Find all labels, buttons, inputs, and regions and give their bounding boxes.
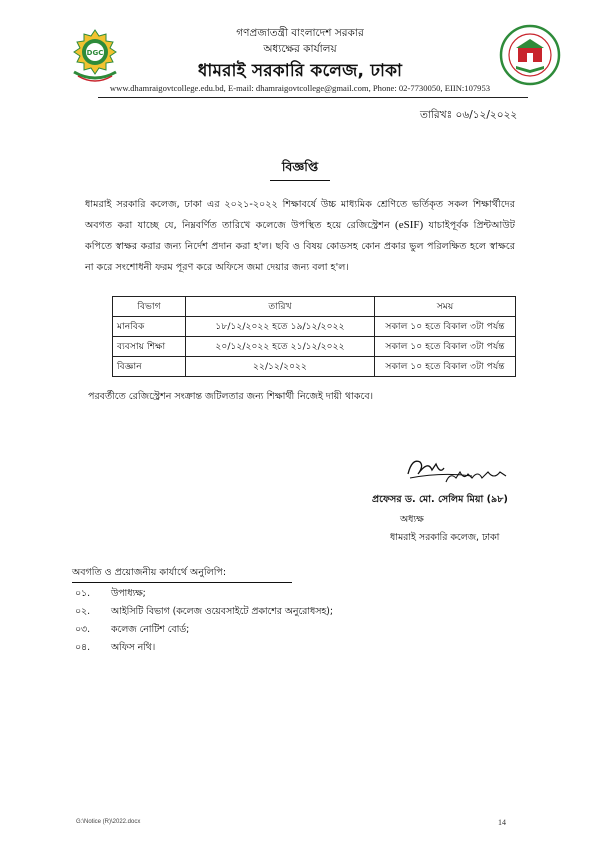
body-start: ধামরাই সরকারি কলেজ, ঢাকা এর ২০২১-২০২২ শিক্ষাবর্ষে উচ্চ মাধ্যমিক শ্রেণিতে ভর্তিকৃত সকল শিক্ষার্থীদের অবগত করা যাচ্ছে যে, নিম্নবর্ণিত তারিখে কলেজে উপস্থিত হয়ে রেজিস্ট্রেশন <box>85 199 515 231</box>
cc-text: কলেজ নোটিশ বোর্ড; <box>111 624 190 635</box>
schedule-table <box>112 296 516 377</box>
row-date: ১৮/১২/২০২২ হতে ১৯/১২/২০২২ <box>186 317 375 337</box>
signatory-designation: অধ্যক্ষ <box>400 514 424 525</box>
page-number: 14 <box>498 818 506 827</box>
row-date: ২২/১২/২০২২ <box>186 357 375 377</box>
cc-number: ০১. <box>75 588 91 599</box>
row-department: বিজ্ঞান <box>113 357 186 377</box>
office-title: অধ্যক্ষের কার্যালয় <box>263 43 337 55</box>
header-divider <box>98 97 528 98</box>
cc-text: উপাধ্যক্ষ; <box>111 588 146 599</box>
row-time: সকাল ১০ হতে বিকাল ৩টা পর্যন্ত <box>375 357 516 377</box>
college-logo-right <box>499 24 561 86</box>
signatory-name: প্রফেসর ড. মো. সেলিম মিয়া (৯৮) <box>372 494 508 505</box>
esif-term: (eSIF) <box>395 219 424 231</box>
header-department: বিভাগ <box>113 297 186 317</box>
table-row <box>113 357 516 377</box>
table-header-row <box>113 297 516 317</box>
contact-line: www.dhamraigovtcollege.edu.bd, E-mail: dhamraigovtcollege@gmail.com, Phone: 02-7730050, EIIN:107953 <box>109 83 491 93</box>
signatory-college: ধামরাই সরকারি কলেজ, ঢাকা <box>390 532 500 543</box>
cc-number: ০৪. <box>75 642 91 653</box>
cc-item <box>75 586 146 601</box>
cc-item <box>75 640 155 655</box>
header-time: সময় <box>375 297 516 317</box>
cc-title: অবগতি ও প্রয়োজনীয় কার্যার্থে অনুলিপি: <box>72 566 292 583</box>
table-row <box>113 317 516 337</box>
row-time: সকাল ১০ হতে বিকাল ৩টা পর্যন্ত <box>375 337 516 357</box>
date-value: ০৬/১২/২০২২ <box>455 109 518 121</box>
responsibility-note: পরবর্তীতে রেজিস্ট্রেশন সংক্রান্ত জটিলতার জন্য শিক্ষার্থী নিজেই দায়ী থাকবে। <box>88 391 374 402</box>
cc-number: ০৩. <box>75 624 91 635</box>
cc-item <box>75 604 333 619</box>
row-department: মানবিক <box>113 317 186 337</box>
table-row <box>113 337 516 357</box>
logo-text: DGC <box>86 49 104 57</box>
notice-body <box>85 194 515 278</box>
date-label: তারিখঃ <box>420 109 453 121</box>
cc-item <box>75 622 189 637</box>
cc-text: আইসিটি বিভাগ (কলেজ ওয়েবসাইটে প্রকাশের অনুরোধসহ); <box>111 606 333 617</box>
file-path: G:\Notice (R)\2022.docx <box>76 819 141 825</box>
government-title: গণপ্রজাতন্ত্রী বাংলাদেশ সরকার <box>236 27 364 39</box>
notice-title: বিজ্ঞপ্তি <box>270 159 330 181</box>
handwritten-signature <box>402 452 512 488</box>
row-date: ২০/১২/২০২২ হতে ২১/১২/২০২২ <box>186 337 375 357</box>
cc-text: অফিস নথি। <box>111 642 156 653</box>
cc-number: ০২. <box>75 606 91 617</box>
row-time: সকাল ১০ হতে বিকাল ৩টা পর্যন্ত <box>375 317 516 337</box>
college-name: ধামরাই সরকারি কলেজ, ঢাকা <box>197 61 403 81</box>
row-department: ব্যবসায় শিক্ষা <box>113 337 186 357</box>
notice-date <box>420 108 540 125</box>
header-date: তারিখ <box>186 297 375 317</box>
body-end: যাচাইপূর্বক প্রিন্টআউট কপিতে স্বাক্ষর করার জন্য নির্দেশ প্রদান করা হ'ল। ছবি ও বিষয় কোডসহ কোন প্রকার ভুল পরিলক্ষিত হলে স্বাক্ষরে না করে সংশোধনী ফরম পূরণ করে অফিসে জমা দেয়ার জন্য বলা হ'ল। <box>85 220 515 273</box>
